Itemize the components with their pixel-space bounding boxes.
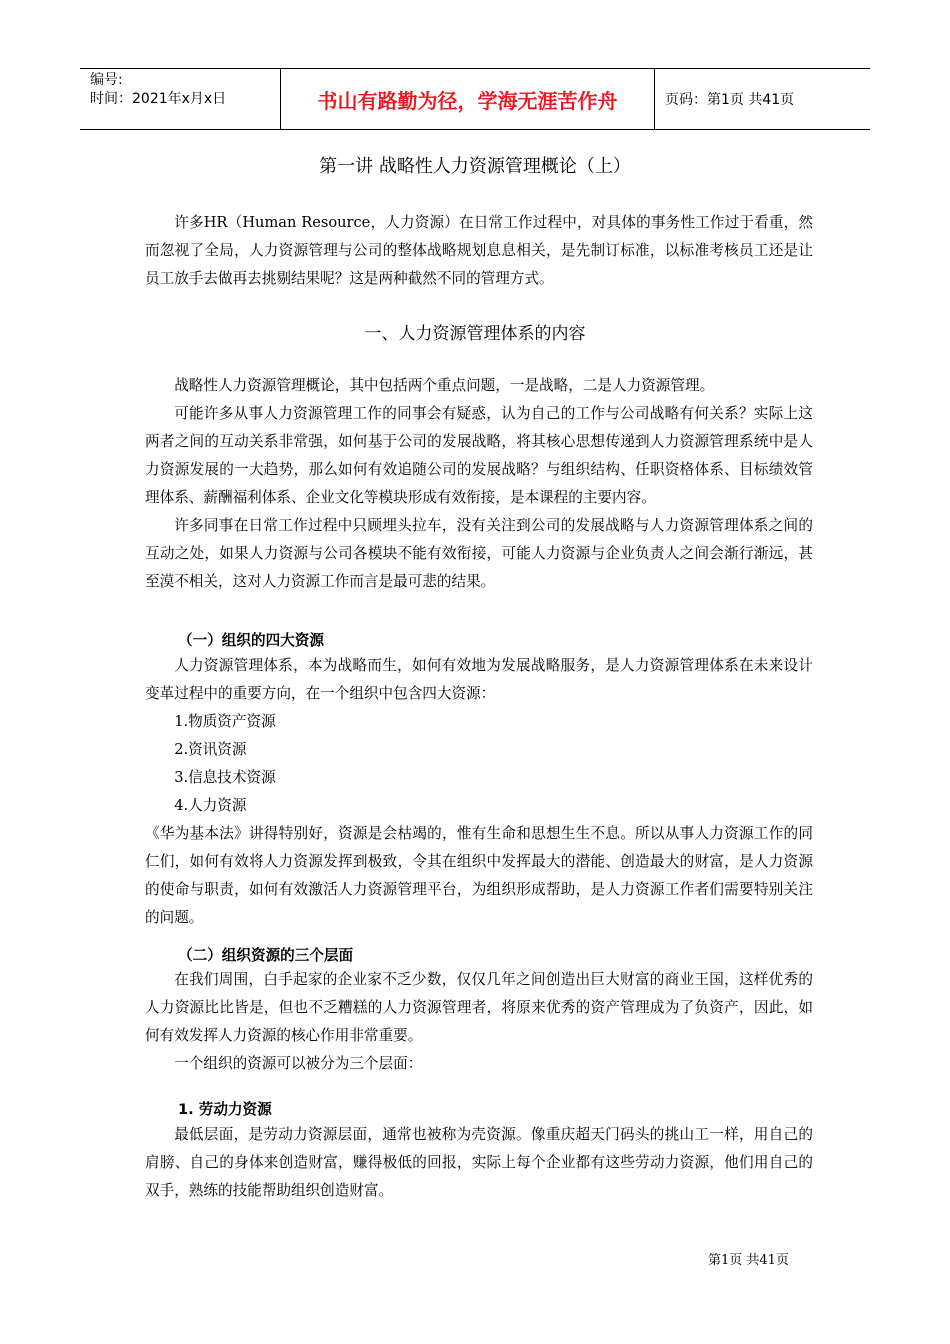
header-page-info: 页码：第1页 共41页 [665, 92, 795, 108]
subsection1-intro: 人力资源管理体系，本为战略而生，如何有效地为发展战略服务，是人力资源管理体系在未来设计变革过程中的重要方向，在一个组织中包含四大资源： [145, 657, 813, 702]
document-title: 第一讲 战略性人力资源管理概论（上） [319, 156, 631, 177]
subsection1-closing: 《华为基本法》讲得特别好，资源是会枯竭的，惟有生命和思想生生不息。所以从事人力资源工作的同仁们，如何有效将人力资源发挥到极致，令其在组织中发挥最大的潜能、创造最大的财富，是人力资源的使命与职责，如何有效激活人力资源管理平台，为组织形成帮助，是人力资源工作者们需要特别关注的问题。 [145, 825, 813, 926]
section1-paragraph: 战略性人力资源管理概论，其中包括两个重点问题，一是战略，二是人力资源管理。 [174, 377, 715, 394]
section-title: 一、人力资源管理体系的内容 [364, 324, 586, 344]
header-motto: 书山有路勤为径，学海无涯苦作舟 [281, 69, 655, 129]
intro-block [145, 209, 813, 293]
document-header [80, 68, 870, 130]
subsection2-paragraph: 一个组织的资源可以被分为三个层面： [174, 1055, 423, 1072]
subsection-title: （二）组织资源的三个层面 [178, 947, 354, 964]
section1-paragraph: 可能许多从事人力资源管理工作的同事会有疑惑，认为自己的工作与公司战略有何关系？实际上这两者之间的互动关系非常强，如何基于公司的发展战略，将其核心思想传递到人力资源管理系统中是人力资源发展的一大趋势，那么如何有效追随公司的发展战略？与组织结构、任职资格体系、目标绩效管理体系、薪酬福利体系、企业文化等模块形成有效衔接，是本课程的主要内容。 [145, 405, 813, 506]
section1-body [145, 372, 813, 596]
document-time-label: 时间：2021年x月x日 [90, 91, 227, 107]
subsection-title: 1. 劳动力资源 [178, 1101, 272, 1118]
section1-paragraph: 许多同事在日常工作过程中只顾埋头拉车，没有关注到公司的发展战略与人力资源管理体系之间的互动之处，如果人力资源与公司各模块不能有效衔接，可能人力资源与企业负责人之间会渐行渐远，甚至漠不相关，这对人力资源工作而言是最可悲的结果。 [145, 517, 813, 590]
intro-paragraph: 许多HR（Human Resource，人力资源）在日常工作过程中，对具体的事务性工作过于看重，然而忽视了全局，人力资源管理与公司的整体战略规划息息相关，是先制订标准，以标准考核员工还是让员工放手去做再去挑剔结果呢？这是两种截然不同的管理方式。 [145, 214, 813, 287]
subsection-title: （一）组织的四大资源 [178, 632, 324, 649]
resource-list-item: 4.人力资源 [174, 797, 247, 814]
resource-list-item: 2.资讯资源 [174, 741, 247, 758]
subsection2-body [145, 966, 813, 1078]
header-meta-cell [80, 69, 281, 129]
subsection3-body [145, 1121, 813, 1205]
subsection2-paragraph: 在我们周围，白手起家的企业家不乏少数，仅仅几年之间创造出巨大财富的商业王国，这样优秀的人力资源比比皆是，但也不乏糟糕的人力资源管理者，将原来优秀的资产管理成为了负资产，因此，如何有效发挥人力资源的核心作用非常重要。 [145, 971, 813, 1044]
resource-list-item: 1.物质资产资源 [174, 713, 276, 730]
document-number-label: 编号: [90, 72, 123, 88]
subsection1-body [145, 652, 813, 932]
page-footer: 第1页 共41页 [708, 1253, 789, 1268]
resource-list-item: 3.信息技术资源 [174, 769, 276, 786]
subsection3-paragraph: 最低层面，是劳动力资源层面，通常也被称为壳资源。像重庆超天门码头的挑山工一样，用自己的肩膀、自己的身体来创造财富，赚得极低的回报，实际上每个企业都有这些劳动力资源，他们用自己的双手，熟练的技能帮助组织创造财富。 [145, 1126, 813, 1199]
